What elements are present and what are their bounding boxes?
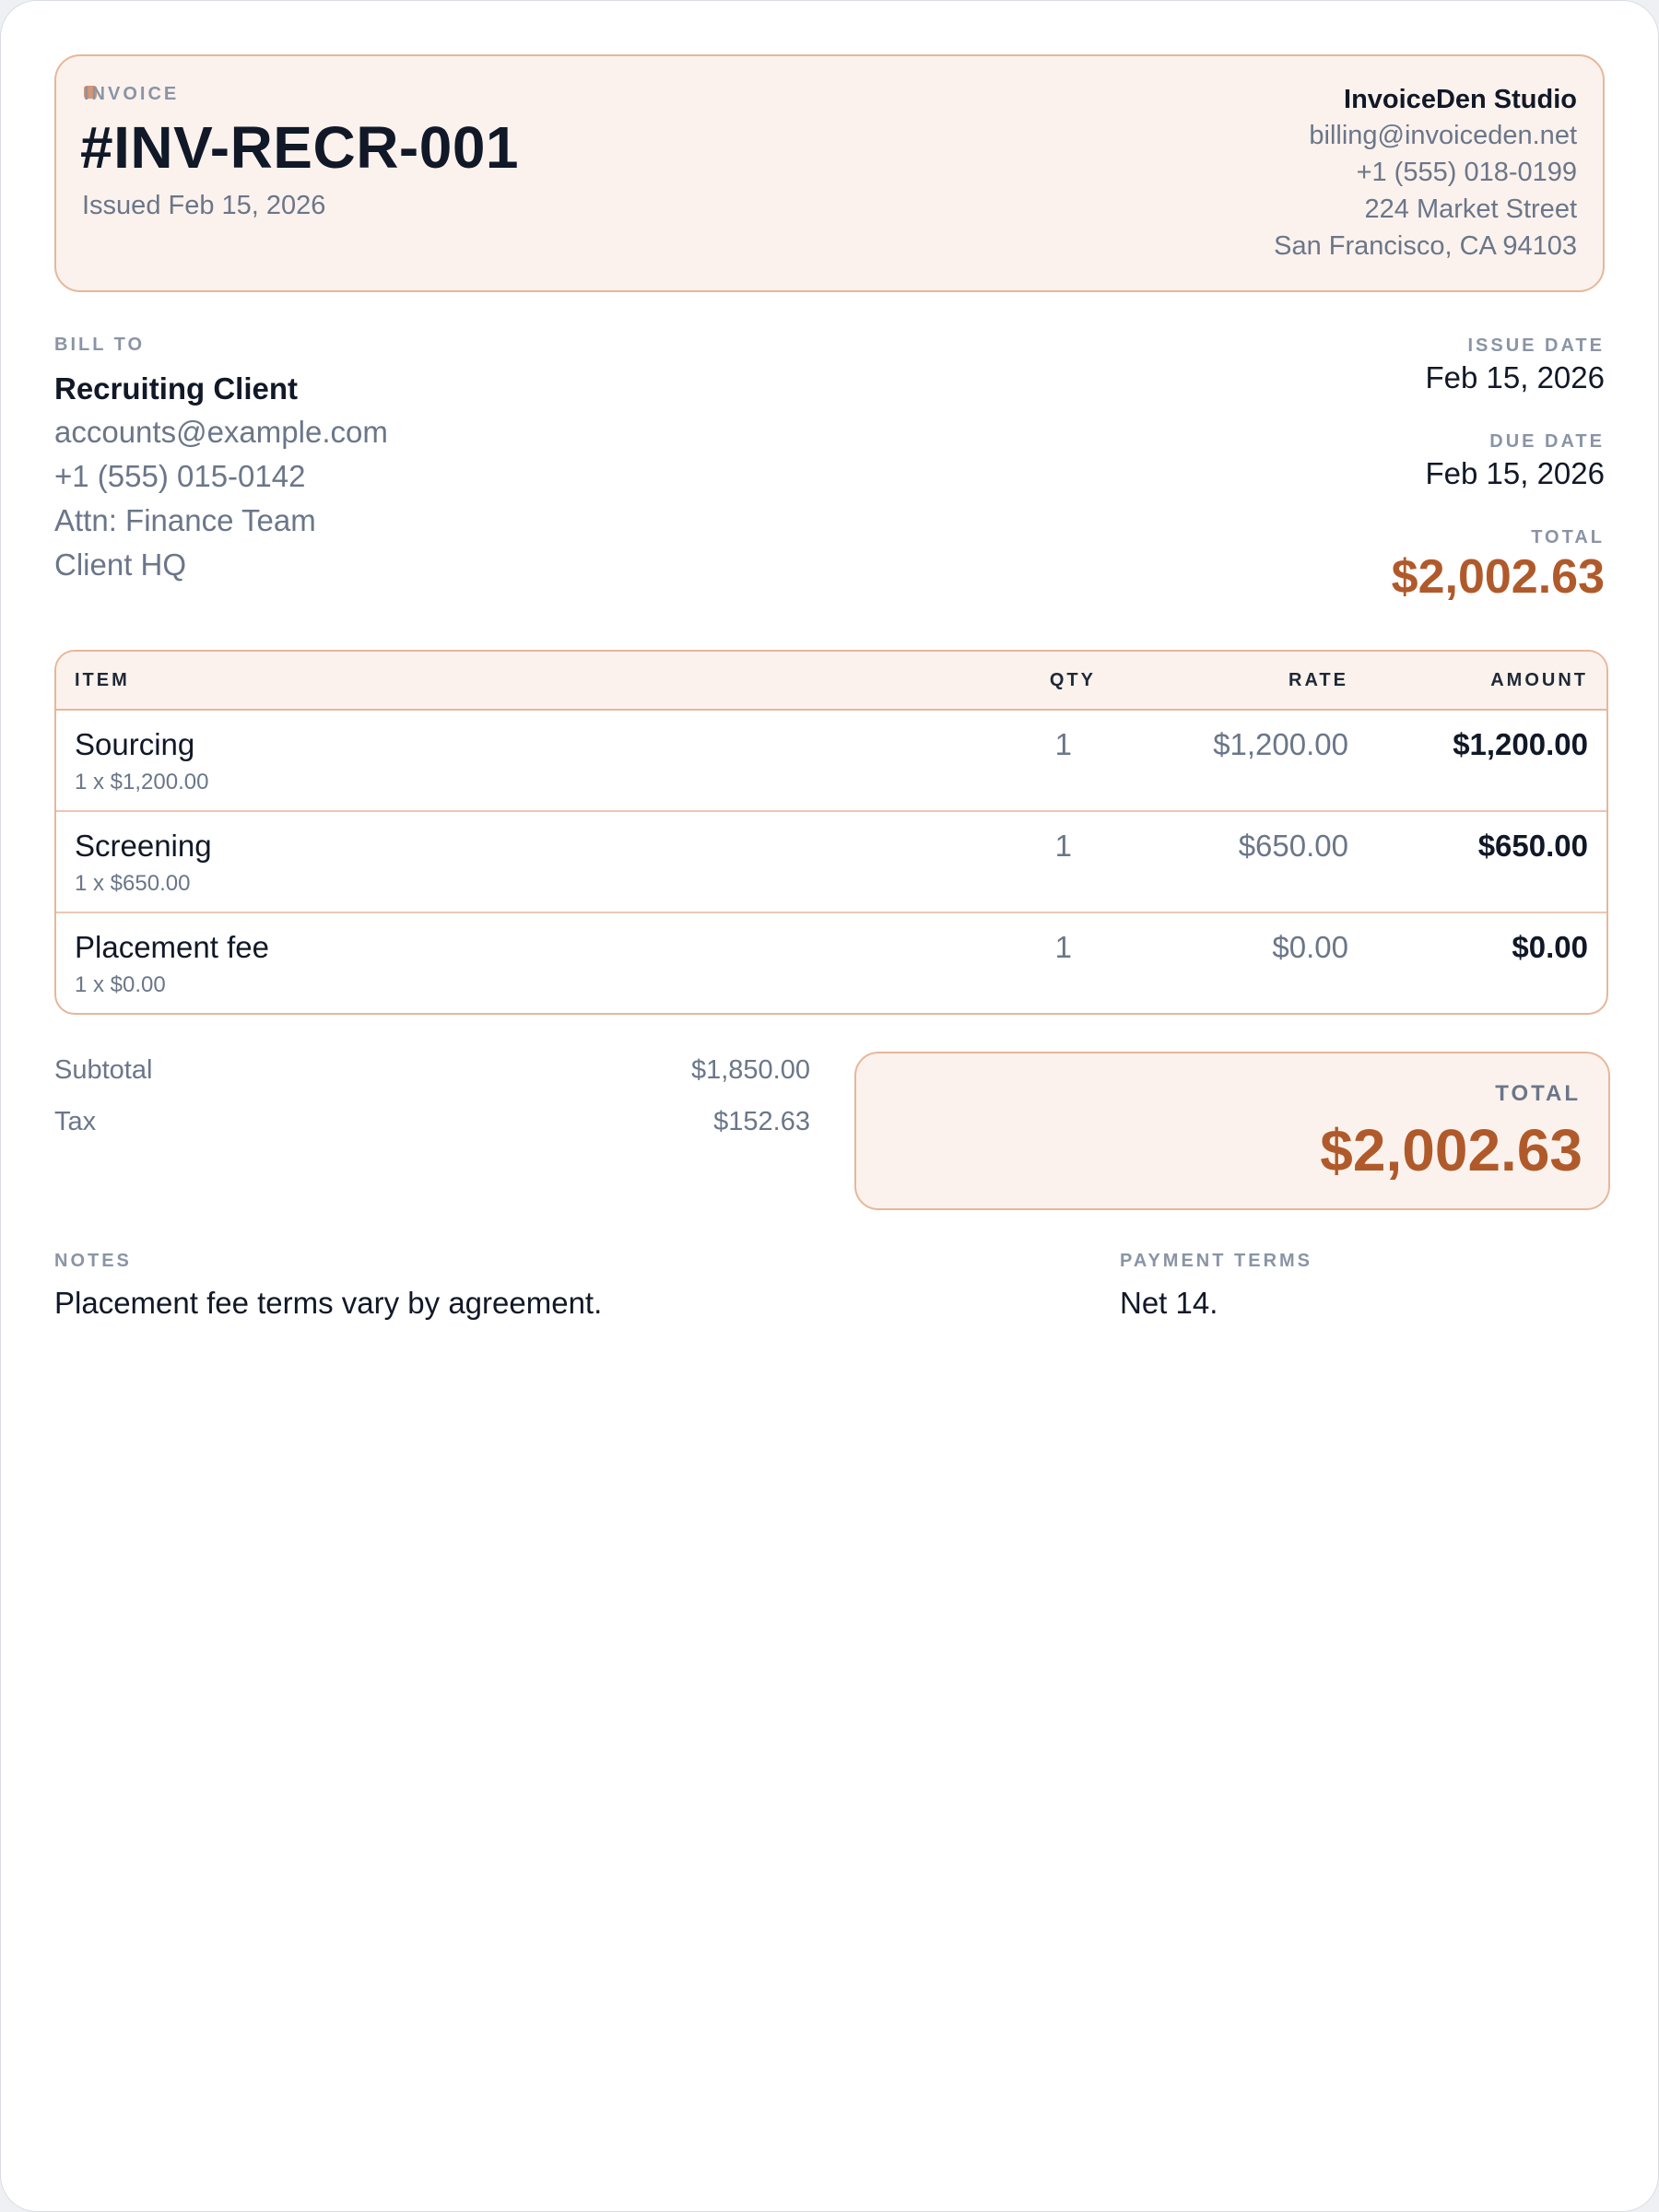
tax-value: $152.63 [713, 1107, 810, 1136]
client-email: accounts@example.com [54, 415, 388, 449]
payment-terms-label: PAYMENT TERMS [1120, 1251, 1313, 1271]
item-detail: 1 x $650.00 [75, 871, 191, 896]
col-item-header: ITEM [75, 670, 130, 690]
company-email: billing@invoiceden.net [1309, 121, 1577, 150]
issued-date: Issued Feb 15, 2026 [82, 191, 326, 220]
col-rate-header: RATE [1288, 670, 1348, 690]
due-date-label: DUE DATE [1489, 431, 1605, 452]
invoice-meta [1144, 335, 1605, 606]
col-qty-header: QTY [1049, 670, 1096, 690]
invoice-number: #INV-RECR-001 [80, 114, 519, 181]
tax-label: Tax [54, 1107, 97, 1136]
item-rate: $0.00 [1272, 930, 1348, 964]
item-amount: $1,200.00 [1453, 727, 1588, 761]
item-amount: $650.00 [1477, 829, 1588, 863]
total-card-value: $2,002.63 [1320, 1117, 1583, 1183]
meta-total-label: TOTAL [1531, 527, 1605, 547]
meta-total-value: $2,002.63 [1391, 550, 1605, 604]
company-street: 224 Market Street [1364, 194, 1577, 224]
item-qty: 1 [1054, 930, 1072, 964]
subtotal-label: Subtotal [54, 1055, 153, 1085]
bill-to-block [54, 368, 388, 587]
line-items-table [54, 650, 1608, 1015]
item-rate: $1,200.00 [1213, 727, 1348, 761]
item-detail: 1 x $0.00 [75, 972, 166, 997]
total-card [854, 1052, 1610, 1210]
payment-terms-text: Net 14. [1120, 1286, 1218, 1320]
issue-date-label: ISSUE DATE [1467, 335, 1605, 356]
subtotal-value: $1,850.00 [690, 1055, 810, 1085]
company-info [1024, 82, 1577, 265]
client-phone: +1 (555) 015-0142 [54, 459, 306, 493]
item-rate: $650.00 [1238, 829, 1348, 863]
col-amount-header: AMOUNT [1490, 670, 1588, 690]
bill-to-label: BILL TO [54, 335, 146, 355]
issue-date-value: Feb 15, 2026 [1425, 360, 1605, 394]
item-amount: $0.00 [1512, 930, 1588, 964]
notes-label: NOTES [54, 1251, 132, 1271]
item-name: Sourcing [75, 727, 195, 761]
company-name: InvoiceDen Studio [1344, 85, 1577, 114]
table-row [56, 913, 1606, 1015]
client-name: Recruiting Client [54, 371, 299, 406]
table-row [56, 711, 1606, 812]
item-qty: 1 [1054, 727, 1072, 761]
item-name: Placement fee [75, 930, 269, 964]
notes-text: Placement fee terms vary by agreement. [54, 1286, 603, 1320]
due-date-value: Feb 15, 2026 [1425, 456, 1605, 490]
client-attn: Attn: Finance Team [54, 503, 316, 537]
invoice-label: INVOICE [84, 84, 180, 104]
client-location: Client HQ [54, 547, 187, 582]
total-card-label: TOTAL [1495, 1081, 1581, 1106]
item-detail: 1 x $1,200.00 [75, 770, 209, 794]
company-phone: +1 (555) 018-0199 [1356, 158, 1577, 187]
item-name: Screening [75, 829, 212, 863]
table-header [56, 652, 1606, 711]
company-city: San Francisco, CA 94103 [1274, 231, 1577, 261]
item-qty: 1 [1054, 829, 1072, 863]
table-row [56, 812, 1606, 913]
